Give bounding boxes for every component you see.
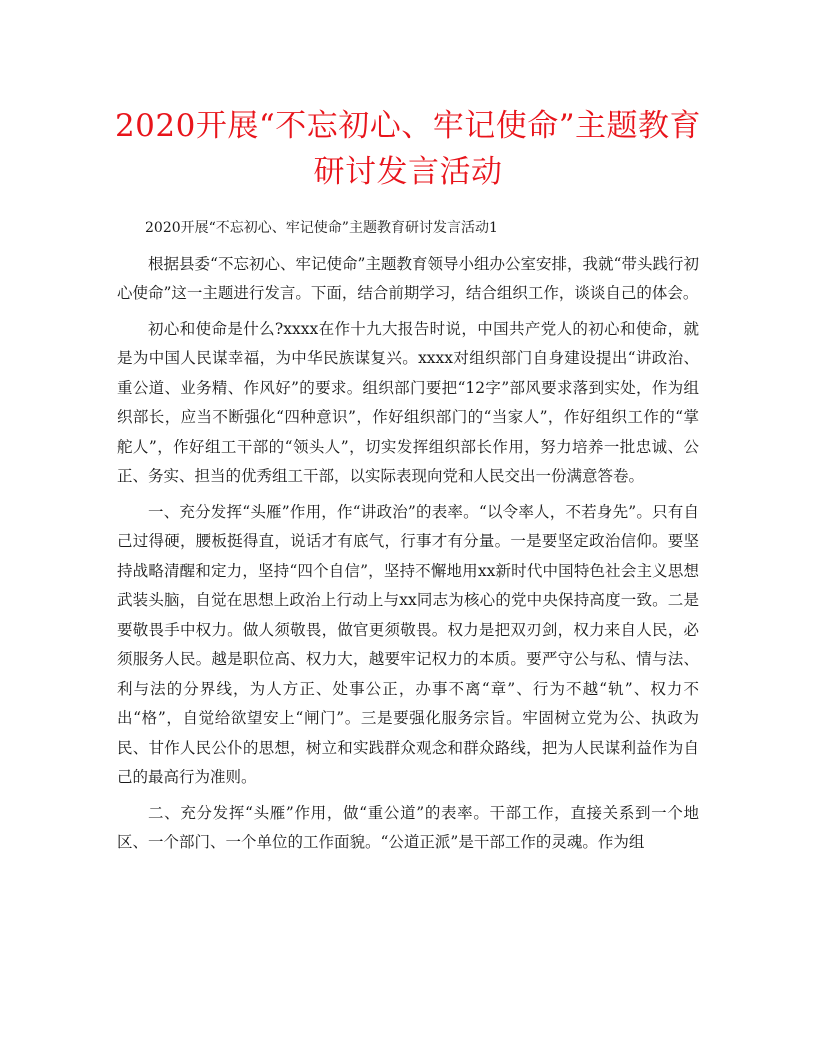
- paragraph-intro: 根据县委“不忘初心、牢记使命”主题教育领导小组办公室安排，我就“带头践行初心使命”这一主题进行发言。下面，结合前期学习，结合组织工作，谈谈自己的体会。: [117, 254, 699, 302]
- paragraph-section-two: 二、充分发挥“头雁”作用，做“重公道”的表率。干部工作，直接关系到一个地区、一个部门、一个单位的工作面貌。“公道正派”是干部工作的灵魂。作为组: [117, 803, 699, 851]
- document-subtitle: 2020开展“不忘初心、牢记使命”主题教育研讨发言活动1: [145, 220, 498, 236]
- paragraph-mission: 初心和使命是什么?xxxx在作十九大报告时说，中国共产党人的初心和使命，就是为中国人民谋幸福，为中华民族谋复兴。xxxx对组织部门自身建设提出“讲政治、重公道、业务精、作风好”的要求。组织部门要把“12字”部风要求落到实处，作为组织部长，应当不断强化“四种意识”，作好组织部门的“当家人”，作好组织工作的“掌舵人”，作好组工干部的“领头人”，切实发挥组织部长作用，努力培养一批忠诚、公正、务实、担当的优秀组工干部，以实际表现向党和人民交出一份满意答卷。: [117, 319, 699, 485]
- document-body: [117, 214, 699, 864]
- document-title: 2020开展“不忘初心、牢记使命”主题教育研讨发言活动: [114, 108, 702, 190]
- paragraph-section-one: 一、充分发挥“头雁”作用，作“讲政治”的表率。“以令率人，不若身先”。只有自己过得硬，腰板挺得直，说话才有底气，行事才有分量。一是要坚定政治信仰。要坚持战略清醒和定力，坚持“四个自信”，坚持不懈地用xx新时代中国特色社会主义思想武装头脑，自觉在思想上政治上行动上与xx同志为核心的党中央保持高度一致。二是要敬畏手中权力。做人须敬畏，做官更须敬畏。权力是把双刃剑，权力来自人民，必须服务人民。越是职位高、权力大，越要牢记权力的本质。要严守公与私、情与法、利与法的分界线，为人方正、处事公正，办事不离“章”、行为不越“轨”、权力不出“格”，自觉给欲望安上“闸门”。三是要强化服务宗旨。牢固树立党为公、执政为民、甘作人民公仆的思想，树立和实践群众观念和群众路线，把为人民谋利益作为自己的最高行为准则。: [117, 502, 699, 786]
